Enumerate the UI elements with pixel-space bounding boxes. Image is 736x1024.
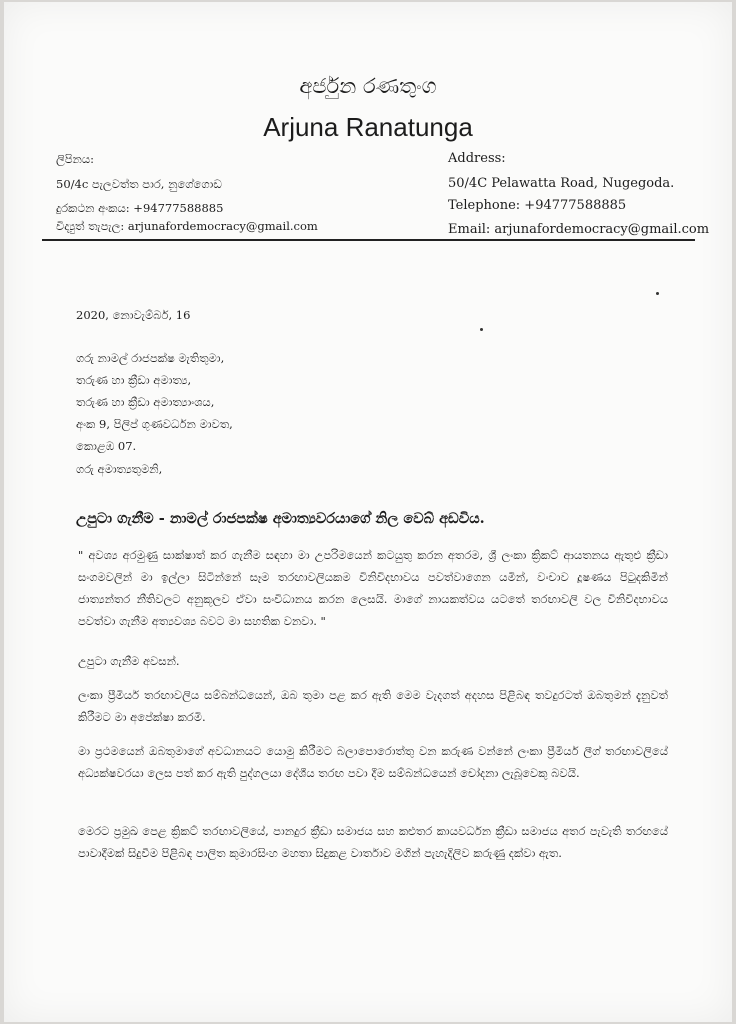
quoted-statement: " අවශ්‍ය අරමුණු සාක්ෂාත් කර ගැනීම සඳහා මා උපරිමයෙන් කටයුතු කරන අතරම, ශ්‍රී ලංකා ක්‍රිකට් ආයතනය ඇතුළු ක්‍රීඩා සංගමවලින් මා ඉල්ලා සිටින්නේ සෑම තරඟාවලියකම විනිවිදභාවය පවත්වාගෙන යමින්, වංචාව දූෂණය පිටුදකිමින් ජාත්‍යන්තර නීතිවලට අනුකූලව ඒවා සංවිධානය කරන ලෙසයි. මාගේ නායකත්වය යටතේ තරඟාවලි වල විනිවිදභාවය පවත්වා ගැනීම අත්‍යවශ්‍ය බවට මා සහතික වනවා. " [78,548,668,628]
address-english: 50/4C Pelawatta Road, Nugegoda. [448,176,675,191]
letter-date: 2020, නොවැම්බර්, 16 [76,308,191,322]
quote-end: උපුටා ගැනීම අවසන්. [78,654,180,668]
email-sinhala: විද්‍යුත් තැපැල: arjunafordemocracy@gmail.com [56,219,318,233]
letter-subject: උපුටා ගැනීම - නාමල් රාජපක්ෂ අමාත්‍යවරයාගේ නිල වෙබ් අඩවිය. [76,510,485,527]
phone-sinhala: දුරකථන අංකය: +94777588885 [56,201,224,215]
recipient-line: ගරු නාමල් රාජපක්ෂ මැතිතුමා, [76,351,225,365]
body-paragraph: මා ප්‍රථමයෙන් ඔබතුමාගේ අවධානයට යොමු කිරීමට බලාපොරොත්තු වන කරුණ වන්නේ ලංකා ප්‍රීමියර් ලීග් තරඟාවලියේ අධ්‍යක්ෂවරයා ලෙස පත් කර ඇති පුද්ගලයා දේශීය තරඟ පවා දීම සම්බන්ධයෙන් චෝදනා ලැබූවෙකු බවයි. [78,744,668,780]
speck-mark [480,328,483,331]
letterhead-name-sinhala: අර්ජුන රණතුංග [299,74,437,98]
body-paragraph: ලංකා ප්‍රීමියර් තරඟාවලිය සම්බන්ධයෙන්, ඔබ තුමා පළ කර ඇති මෙම වැදගත් අදහස පිළිබඳ තවදුරටත් ඔබතුමන් දැනුවත් කිරීමට මා අපේක්ෂා කරමි. [78,688,668,724]
header-divider [42,239,695,241]
body-paragraph: මෙරට ප්‍රමුඛ පෙළ ක්‍රිකට් තරඟාවලියේ, පානදුර ක්‍රීඩා සමාජය සහ කළුතර කායවර්ධන ක්‍රීඩා සමාජය අතර පැවැති තරඟයේ පාවාදීමක් සිදුවීම පිළිබඳ පාලිත කුමාරසිංහ මහතා සිදුකළ වාර්තාව මගින් පැහැදිලිව කරුණු දක්වා ඇත. [78,824,668,860]
speck-mark [656,292,659,295]
letter-page [4,2,732,1022]
email-english: Email: arjunafordemocracy@gmail.com [448,222,710,237]
address-label-english: Address: [448,151,506,166]
address-sinhala: 50/4c පැලවත්ත පාර, නුගේගොඩ [56,177,222,191]
recipient-line: තරුණ හා ක්‍රීඩා අමාත්‍ය, [76,373,192,387]
recipient-line: තරුණ හා ක්‍රීඩා අමාත්‍යාංශය, [76,395,215,409]
recipient-line: අංක 9, පිලිප් ගුණවර්ධන මාවත, [76,417,233,431]
address-label-sinhala: ලිපිනය: [56,152,95,166]
salutation: ගරු අමාත්‍යතුමනි, [76,462,163,476]
phone-english: Telephone: +94777588885 [448,198,627,213]
letterhead-name-english: Arjuna Ranatunga [263,112,473,142]
recipient-line: කොළඹ 07. [76,439,137,453]
